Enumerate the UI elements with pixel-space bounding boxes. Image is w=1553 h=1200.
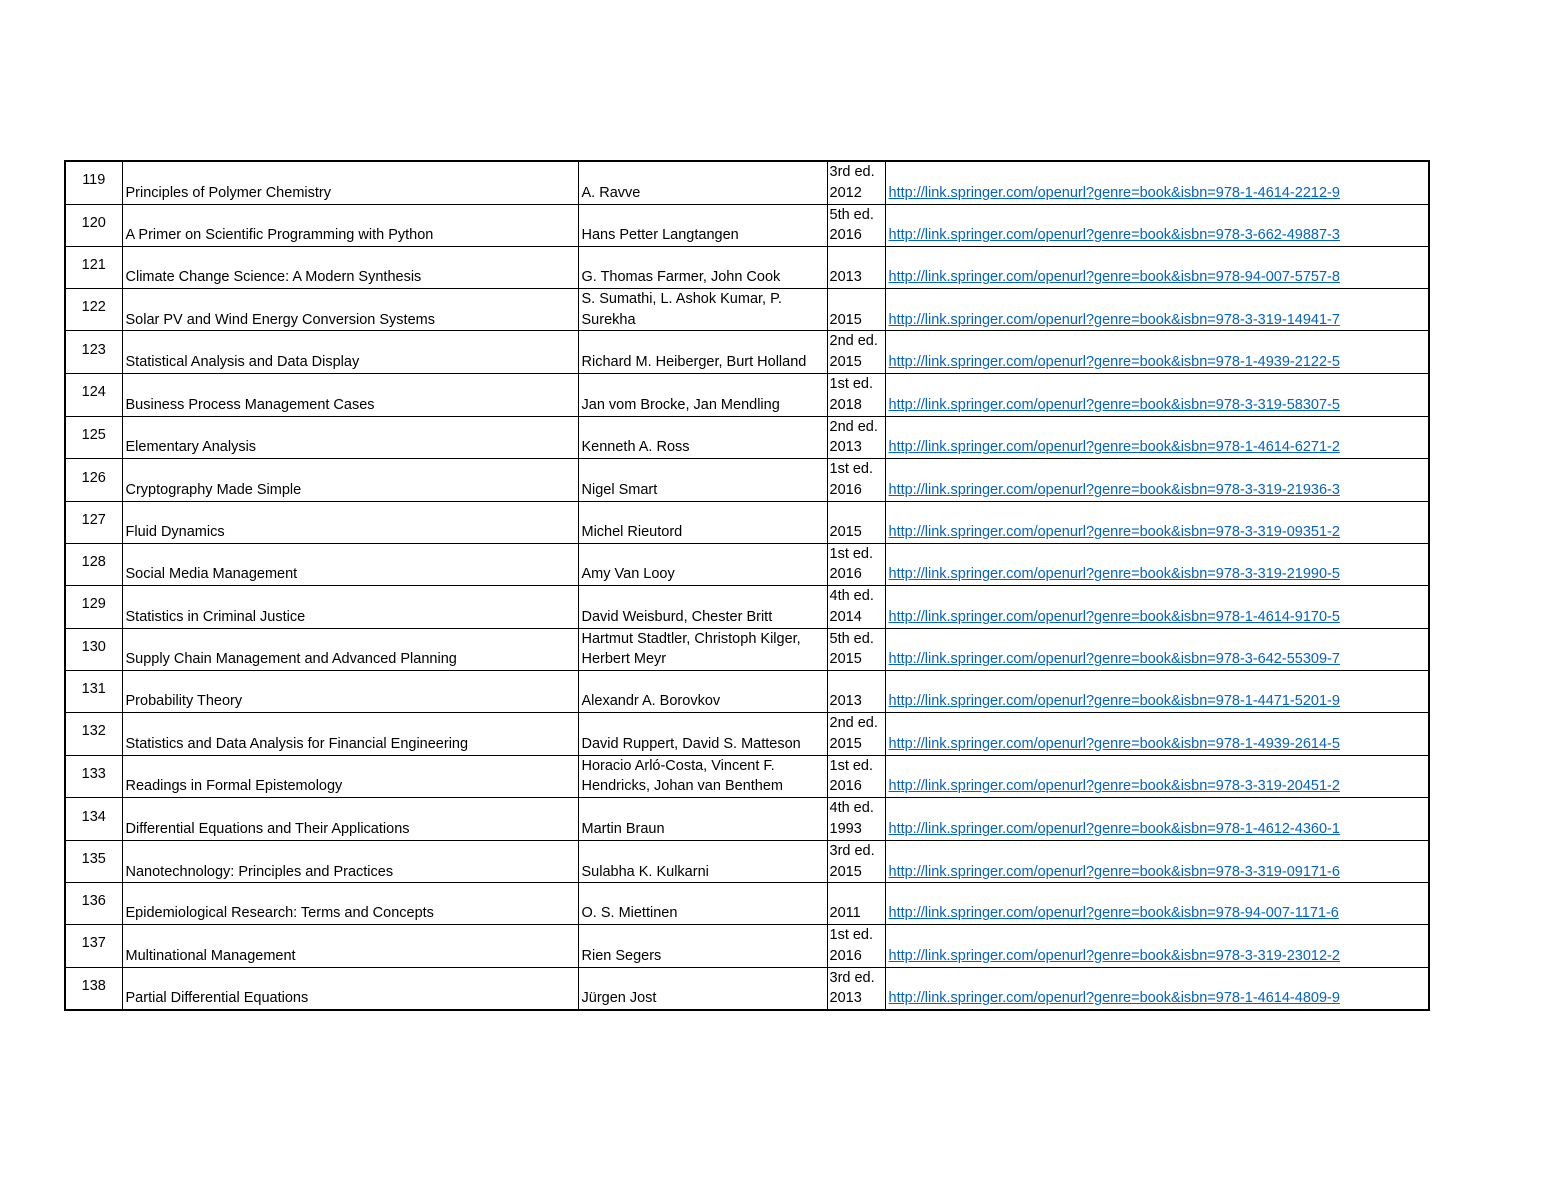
row-number-cell: 135 [65,840,122,883]
edition-cell: 1st ed. 2016 [827,459,885,502]
edition-cell: 1st ed. 2018 [827,374,885,417]
url-cell [885,967,1429,1010]
edition-cell: 2nd ed. 2015 [827,712,885,755]
book-link[interactable]: http://link.springer.com/openurl?genre=book&isbn=978-3-319-09171-6 [888,863,1340,880]
url-cell [885,247,1429,289]
url-cell [885,331,1429,374]
edition-cell: 3rd ed. 2015 [827,840,885,883]
row-number-cell: 126 [65,459,122,502]
book-link[interactable]: http://link.springer.com/openurl?genre=book&isbn=978-3-319-09351-2 [888,523,1340,540]
edition-cell: 1st ed. 2016 [827,755,885,798]
row-number-cell: 121 [65,247,122,289]
book-link[interactable]: http://link.springer.com/openurl?genre=book&isbn=978-3-319-58307-5 [888,396,1340,413]
authors-cell: Amy Van Looy [578,543,827,586]
title-cell: Differential Equations and Their Applications [122,798,578,841]
row-number-cell: 137 [65,925,122,968]
table-row [65,671,1429,713]
url-cell [885,543,1429,586]
table-row [65,374,1429,417]
table-row [65,712,1429,755]
edition-cell: 2013 [827,247,885,289]
title-cell: Multinational Management [122,925,578,968]
title-cell: Solar PV and Wind Energy Conversion Systems [122,288,578,331]
title-cell: Statistics in Criminal Justice [122,586,578,629]
edition-cell: 2013 [827,671,885,713]
book-link[interactable]: http://link.springer.com/openurl?genre=book&isbn=978-3-662-49887-3 [888,227,1340,244]
url-cell [885,925,1429,968]
authors-cell: Michel Rieutord [578,501,827,543]
title-cell: Supply Chain Management and Advanced Planning [122,628,578,671]
title-cell: Statistical Analysis and Data Display [122,331,578,374]
authors-cell: Alexandr A. Borovkov [578,671,827,713]
book-link[interactable]: http://link.springer.com/openurl?genre=book&isbn=978-1-4939-2614-5 [888,735,1340,752]
url-cell [885,416,1429,459]
table-row [65,967,1429,1010]
table-row [65,288,1429,331]
table-row [65,755,1429,798]
authors-cell: Horacio Arló-Costa, Vincent F. Hendricks, Johan van Benthem [578,755,827,798]
authors-cell: O. S. Miettinen [578,883,827,925]
title-cell: Partial Differential Equations [122,967,578,1010]
table-row [65,628,1429,671]
edition-cell: 2nd ed. 2013 [827,416,885,459]
url-cell [885,712,1429,755]
table-row [65,331,1429,374]
table-row [65,883,1429,925]
book-link[interactable]: http://link.springer.com/openurl?genre=book&isbn=978-1-4614-9170-5 [888,608,1340,625]
table-row [65,204,1429,247]
row-number-cell: 131 [65,671,122,713]
book-link[interactable]: http://link.springer.com/openurl?genre=book&isbn=978-1-4939-2122-5 [888,354,1340,371]
book-list-table [64,160,1430,1011]
row-number-cell: 123 [65,331,122,374]
table-row [65,459,1429,502]
edition-cell: 2015 [827,288,885,331]
authors-cell: Martin Braun [578,798,827,841]
book-link[interactable]: http://link.springer.com/openurl?genre=book&isbn=978-1-4614-6271-2 [888,439,1340,456]
table-row [65,161,1429,204]
url-cell [885,586,1429,629]
authors-cell: Jürgen Jost [578,967,827,1010]
row-number-cell: 136 [65,883,122,925]
authors-cell: David Weisburd, Chester Britt [578,586,827,629]
authors-cell: Hans Petter Langtangen [578,204,827,247]
table-row [65,798,1429,841]
url-cell [885,840,1429,883]
url-cell [885,459,1429,502]
book-link[interactable]: http://link.springer.com/openurl?genre=book&isbn=978-94-007-1171-6 [888,905,1339,922]
url-cell [885,671,1429,713]
url-cell [885,374,1429,417]
table-body [65,161,1429,1010]
url-cell [885,628,1429,671]
table-row [65,586,1429,629]
row-number-cell: 128 [65,543,122,586]
title-cell: Statistics and Data Analysis for Financial Engineering [122,712,578,755]
authors-cell: A. Ravve [578,161,827,204]
title-cell: Probability Theory [122,671,578,713]
authors-cell: G. Thomas Farmer, John Cook [578,247,827,289]
row-number-cell: 120 [65,204,122,247]
title-cell: A Primer on Scientific Programming with Python [122,204,578,247]
edition-cell: 3rd ed. 2013 [827,967,885,1010]
row-number-cell: 132 [65,712,122,755]
book-link[interactable]: http://link.springer.com/openurl?genre=book&isbn=978-3-319-23012-2 [888,947,1340,964]
book-link[interactable]: http://link.springer.com/openurl?genre=book&isbn=978-1-4612-4360-1 [888,820,1340,837]
title-cell: Fluid Dynamics [122,501,578,543]
edition-cell: 4th ed. 1993 [827,798,885,841]
url-cell [885,798,1429,841]
row-number-cell: 138 [65,967,122,1010]
edition-cell: 2015 [827,501,885,543]
row-number-cell: 130 [65,628,122,671]
row-number-cell: 129 [65,586,122,629]
url-cell [885,161,1429,204]
book-link[interactable]: http://link.springer.com/openurl?genre=book&isbn=978-3-319-21936-3 [888,482,1340,499]
title-cell: Business Process Management Cases [122,374,578,417]
edition-cell: 1st ed. 2016 [827,925,885,968]
url-cell [885,755,1429,798]
edition-cell: 2011 [827,883,885,925]
row-number-cell: 122 [65,288,122,331]
url-cell [885,883,1429,925]
authors-cell: Jan vom Brocke, Jan Mendling [578,374,827,417]
edition-cell: 3rd ed. 2012 [827,161,885,204]
row-number-cell: 127 [65,501,122,543]
title-cell: Climate Change Science: A Modern Synthesis [122,247,578,289]
authors-cell: Nigel Smart [578,459,827,502]
authors-cell: S. Sumathi, L. Ashok Kumar, P. Surekha [578,288,827,331]
table-row [65,840,1429,883]
title-cell: Social Media Management [122,543,578,586]
url-cell [885,204,1429,247]
authors-cell: Hartmut Stadtler, Christoph Kilger, Herbert Meyr [578,628,827,671]
title-cell: Readings in Formal Epistemology [122,755,578,798]
row-number-cell: 125 [65,416,122,459]
row-number-cell: 134 [65,798,122,841]
book-link[interactable]: http://link.springer.com/openurl?genre=book&isbn=978-3-319-20451-2 [888,778,1340,795]
url-cell [885,288,1429,331]
title-cell: Nanotechnology: Principles and Practices [122,840,578,883]
table-row [65,543,1429,586]
edition-cell: 4th ed. 2014 [827,586,885,629]
authors-cell: Rien Segers [578,925,827,968]
edition-cell: 2nd ed. 2015 [827,331,885,374]
edition-cell: 1st ed. 2016 [827,543,885,586]
table-row [65,925,1429,968]
url-cell [885,501,1429,543]
book-link[interactable]: http://link.springer.com/openurl?genre=book&isbn=978-3-319-21990-5 [888,566,1340,583]
row-number-cell: 124 [65,374,122,417]
row-number-cell: 133 [65,755,122,798]
book-link[interactable]: http://link.springer.com/openurl?genre=book&isbn=978-1-4614-4809-9 [888,990,1340,1007]
title-cell: Elementary Analysis [122,416,578,459]
book-link[interactable]: http://link.springer.com/openurl?genre=book&isbn=978-3-642-55309-7 [888,651,1340,668]
table-row [65,416,1429,459]
book-link[interactable]: http://link.springer.com/openurl?genre=book&isbn=978-3-319-14941-7 [888,311,1340,328]
table-row [65,501,1429,543]
edition-cell: 5th ed. 2016 [827,204,885,247]
authors-cell: Sulabha K. Kulkarni [578,840,827,883]
book-link[interactable]: http://link.springer.com/openurl?genre=book&isbn=978-94-007-5757-8 [888,269,1340,286]
authors-cell: Richard M. Heiberger, Burt Holland [578,331,827,374]
edition-cell: 5th ed. 2015 [827,628,885,671]
table-row [65,247,1429,289]
authors-cell: Kenneth A. Ross [578,416,827,459]
book-link[interactable]: http://link.springer.com/openurl?genre=book&isbn=978-1-4614-2212-9 [888,184,1340,201]
authors-cell: David Ruppert, David S. Matteson [578,712,827,755]
title-cell: Principles of Polymer Chemistry [122,161,578,204]
title-cell: Epidemiological Research: Terms and Concepts [122,883,578,925]
row-number-cell: 119 [65,161,122,204]
book-link[interactable]: http://link.springer.com/openurl?genre=book&isbn=978-1-4471-5201-9 [888,693,1340,710]
title-cell: Cryptography Made Simple [122,459,578,502]
